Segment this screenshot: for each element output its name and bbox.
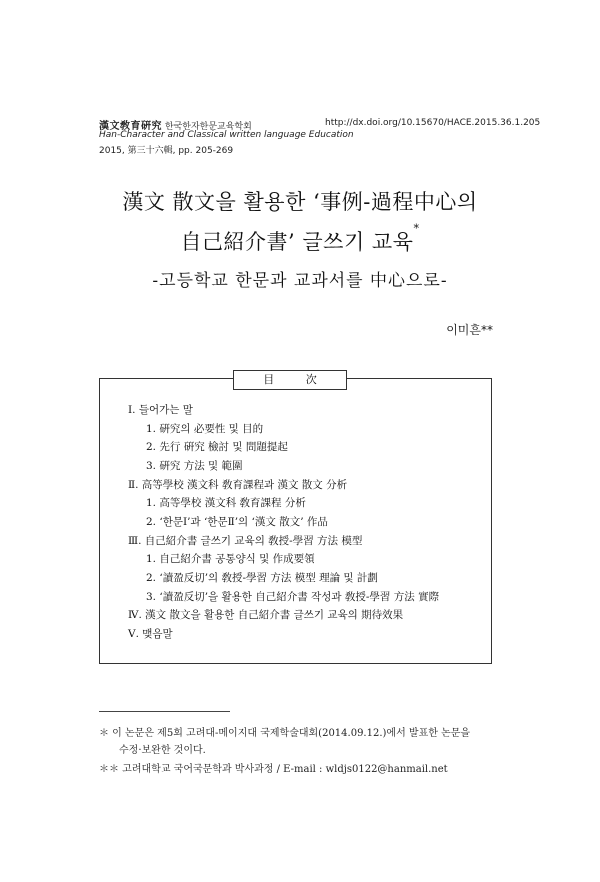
- toc-item[interactable]: 3. ‘讀盈反切’을 활용한 自己紹介書 작성과 敎授-學習 方法 實際: [146, 591, 440, 603]
- journal-english-title: Han-Character and Classical written language Education: [99, 130, 354, 140]
- paper-title-line2: [0, 222, 600, 256]
- toc-heading: 目 次: [233, 370, 347, 390]
- doi-link[interactable]: http://dx.doi.org/10.15670/HACE.2015.36.1.205: [325, 118, 541, 128]
- paper-title-line2-text: 自己紹介書’ 글쓰기 교육: [180, 230, 414, 254]
- toc-item[interactable]: 2. 先行 硏究 檢討 및 問題提起: [146, 441, 288, 453]
- toc-item[interactable]: Ⅳ. 漢文 散文을 활용한 自己紹介書 글쓰기 교육의 期待效果: [128, 609, 404, 621]
- toc-item[interactable]: Ⅲ. 自己紹介書 글쓰기 교육의 敎授-學習 方法 模型: [128, 535, 363, 547]
- issue-info: 2015, 第三十六輯, pp. 205-269: [99, 146, 234, 156]
- toc-item[interactable]: 2. ‘한문Ⅰ’과 ‘한문Ⅱ’의 ‘漢文 散文’ 作品: [146, 516, 328, 528]
- toc-item[interactable]: 2. ‘讀盈反切’의 敎授-學習 方法 模型 理論 및 計劃: [146, 572, 378, 584]
- toc-item[interactable]: Ⅰ. 들어가는 말: [128, 404, 193, 416]
- toc-item[interactable]: 3. 硏究 方法 및 範圍: [146, 460, 243, 472]
- toc-item[interactable]: 1. 硏究의 必要性 및 目的: [146, 423, 264, 435]
- paper-title-line1: 漢文 散文을 활용한 ‘事例-過程中心의: [122, 190, 478, 214]
- toc-item[interactable]: 1. 自己紹介書 공통양식 및 作成要領: [146, 553, 315, 565]
- footnote-2: ＊＊ 고려대학교 국어국문학과 박사과정 / E-mail : wldjs0122@hanmail.net: [99, 764, 448, 775]
- society-name: 한국한자한문교육학회: [164, 122, 252, 132]
- paper-subtitle: -고등학교 한문과 교과서를 中心으로-: [152, 271, 448, 291]
- footnote-1-continued: 수정·보완한 것이다.: [119, 745, 206, 756]
- author-name: 이미흔**: [446, 323, 493, 337]
- journal-name-hanja: 漢文敎育硏究: [99, 121, 162, 132]
- title-footnote-mark: *: [413, 222, 420, 235]
- toc-item[interactable]: Ⅴ. 맺음말: [128, 628, 173, 640]
- footnote-divider: [99, 711, 230, 712]
- footnote-1: ＊ 이 논문은 제5회 고려대-메이지대 국제학술대회(2014.09.12.)에서 발표한 논문을: [99, 728, 471, 739]
- toc-item[interactable]: Ⅱ. 高等學校 漢文科 敎育課程과 漢文 散文 分析: [128, 479, 348, 491]
- toc-item[interactable]: 1. 高等學校 漢文科 敎育課程 分析: [146, 497, 306, 509]
